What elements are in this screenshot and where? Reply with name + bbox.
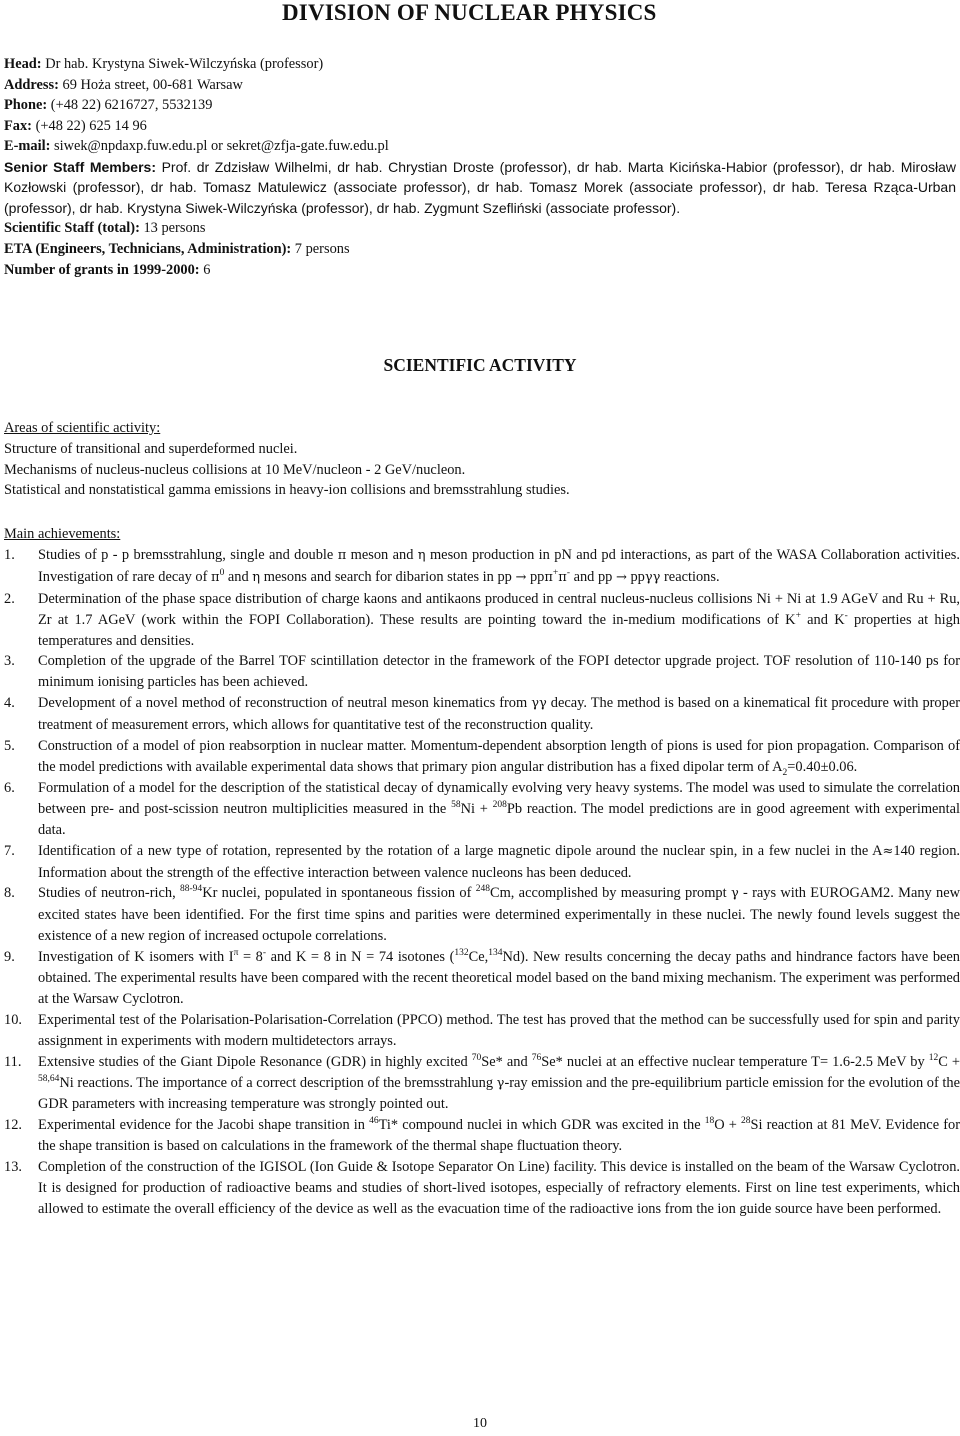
item-number: 8.: [4, 885, 15, 902]
item-number: 7.: [4, 842, 15, 859]
achievements-heading: Main achievements:: [4, 526, 121, 542]
fax-label: Fax:: [4, 117, 32, 134]
item-number: 10.: [4, 1011, 22, 1028]
division-title: DIVISION OF NUCLEAR PHYSICS: [282, 0, 657, 25]
item-number: 11.: [4, 1053, 22, 1070]
senior-staff-label: Senior Staff Members:: [4, 158, 156, 175]
senior-staff-paragraph: [4, 157, 956, 219]
achievement-item-2: 2. Determination of the phase space distribution of charge kaons and antikaons produced in central nucleus-nucleus collisions Ni + Ni at 1.9 AGeV and Ru + Ru, Zr at 1.7 AGeV (work within the FOPI Collaboration). These results are pointing toward the in-medium modifications of K+ and K- properties at high temperatures and densities.: [4, 590, 960, 649]
address-label: Address:: [4, 76, 59, 93]
address-value: 69 Hoża street, 00-681 Warsaw: [62, 76, 243, 93]
area-item: Structure of transitional and superdeformed nuclei.: [4, 440, 298, 457]
head-line: [4, 54, 956, 75]
area-item: Statistical and nonstatistical gamma emissions in heavy-ion collisions and bremsstrahlung studies.: [4, 482, 570, 499]
area-item: Mechanisms of nucleus-nucleus collisions at 10 MeV/nucleon - 2 GeV/nucleon.: [4, 461, 466, 478]
achievement-item-11: 11. Extensive studies of the Giant Dipole Resonance (GDR) in highly excited $^{70}$Se* and $^{76}$Se* nuclei at an effective nuclear temperature T= 1.6-2.5 MeV by $^{12}$C + $^{58,64}$Ni reactions. The importance of a correct description of the bremsstrahlung γ-ray emission and the pre-equilibrium particle emission for the evolution of the GDR parameters with increasing temperature was strongly pointed out.: [4, 1052, 960, 1113]
fax-line: [4, 116, 956, 137]
head-label: Head:: [4, 56, 42, 72]
phone-line: [4, 95, 956, 116]
grants-label: Number of grants in 1999-2000:: [4, 261, 200, 278]
fax-value: (+48 22) 625 14 96: [35, 117, 147, 134]
achievement-item-5: 5. Construction of a model of pion reabsorption in nuclear matter. Momentum-dependent absorption length of pions is used for pion propagation. Comparison of the model predictions with available experimental data shows that primary pion angular distribution has a fixed dipolar term of $A_2=0.40\pm 0.06$.: [4, 738, 960, 778]
item-number: 6.: [4, 779, 15, 796]
item-number: 2.: [4, 590, 15, 607]
grants-line: [4, 260, 956, 281]
item-number: 12.: [4, 1117, 22, 1134]
email-line: [4, 136, 956, 157]
achievement-item-6: 6. Formulation of a model for the description of the statistical decay of dynamically evolving very heavy systems. The model was used to simulate the correlation between pre- and post-scission neutron multiplicities measured in the $^{58}$Ni + $^{208}$Pb reaction. The model predictions are in good agreement with experimental data.: [4, 779, 960, 838]
senior-staff-value: Prof. dr Zdzisław Wilhelmi, dr hab. Chrystian Droste (professor), dr hab. Marta Kicińska-Habior (professor), dr hab. Mirosław Kozłowski (professor), dr hab. Tomasz Matulewicz (associate professor), dr hab. Tomasz Morek (associate professor), dr hab. Teresa Rząca-Urban (professor), dr hab. Krystyna Siwek-Wilczyńska (professor), dr hab. Zygmunt Szefliński (associate professor).: [4, 158, 956, 216]
scientific-staff-value: 13 persons: [143, 220, 206, 237]
achievement-item-4: 4. Development of a novel method of reconstruction of neutral meson kinematics from γγ decay. The method is based on a kinematical fit procedure with proper treatment of measurement errors, which allows for quantitative test of the reconstruction quality.: [4, 695, 960, 734]
item-number: 3.: [4, 653, 15, 670]
item-number: 9.: [4, 949, 15, 966]
phone-label: Phone:: [4, 97, 48, 114]
areas-section: [4, 418, 956, 501]
email-value: siwek@npdaxp.fuw.edu.pl or sekret@zfja-gate.fuw.edu.pl: [53, 138, 389, 155]
achievements-section: [4, 524, 960, 1220]
scientific-staff-label: Scientific Staff (total):: [4, 220, 140, 237]
head-value: Dr hab. Krystyna Siwek-Wilczyńska (professor): [45, 56, 324, 72]
address-line: [4, 75, 956, 96]
achievement-item-8: 8. Studies of neutron-rich, $^{88-94}$Kr nuclei, populated in spontaneous fission of $^{248}$Cm, accomplished by measuring prompt γ - rays with EUROGAM2. Many new excited states have been identified. For the first time spins and parities were determined experimentally in these nuclei. The newly found levels suggest the existence of a new region of increased octupole correlations.: [4, 884, 960, 945]
achievement-item-1: 1. Studies of p - p bremsstrahlung, single and double π meson and η meson production in pN and pd interactions, as part of the WASA Collaboration activities. Investigation of rare decay of $\pi^0$ and η mesons and search for dibarion states in pp → ppπ+π- and pp → ppγγ reactions.: [4, 546, 960, 585]
eta-line: [4, 239, 956, 260]
phone-value: (+48 22) 6216727, 5532139: [50, 97, 213, 114]
item-number: 1.: [4, 546, 15, 563]
achievement-item-9: 9. Investigation of K isomers with $I^\pi = 8^-$ and K = 8 in N = 74 isotones ($^{132}$Ce,$^{134}$Nd). New results concerning the decay paths and hindrance factors have been obtained. The experimental results have been compared with the recent theoretical model based on the band mixing mechanism. The experiment was performed at the Warsaw Cyclotron.: [4, 948, 960, 1007]
achievement-item-13: 13. Completion of the construction of the IGISOL (Ion Guide & Isotope Separator On Line) facility. This device is installed on the beam of the Warsaw Cyclotron. It is designed for production of radioactive beams and studies of short-lived isotopes, especially of refractory elements. First on line test experiments, which allowed to estimate the overall efficiency of the device as well as the evacuation time of the radioactive ions from the ion guide source have been performed.: [4, 1159, 960, 1217]
achievement-item-3: 3. Completion of the upgrade of the Barrel TOF scintillation detector in the framework of the FOPI detector upgrade project. TOF resolution of 110-140 ps for minimum ionising particles has been achieved.: [4, 653, 960, 691]
item-number: 4.: [4, 695, 15, 712]
item-number: 13.: [4, 1159, 22, 1176]
item-number: 5.: [4, 738, 15, 755]
page-number: 10: [473, 1416, 487, 1431]
achievement-item-12: 12. Experimental evidence for the Jacobi shape transition in $^{46}$Ti* compound nuclei in which GDR was excited in the $^{18}$O + $^{28}$Si reaction at 81 MeV. Evidence for the shape transition is based on calculations in the framework of the thermal shape fluctuation theory.: [4, 1116, 960, 1155]
scientific-staff-line: [4, 218, 956, 239]
grants-value: 6: [203, 261, 211, 278]
eta-value: 7 persons: [294, 241, 350, 258]
division-header: [4, 54, 956, 280]
areas-heading: Areas of scientific activity:: [4, 420, 161, 436]
achievement-item-10: 10. Experimental test of the Polarisation-Polarisation-Correlation (PPCO) method. The test has proved that the method can be successfully used for spin and parity assignment in experiments with modern multidetectors arrays.: [4, 1011, 960, 1049]
section-title: SCIENTIFIC ACTIVITY: [383, 355, 577, 375]
achievement-item-7: 7. Identification of a new type of rotation, represented by the rotation of a large magnetic dipole around the nuclear spin, in a few nuclei in the A≈140 region. Information about the strength of the effective interaction between valence nucleons has been deduced.: [4, 842, 960, 881]
eta-label: ETA (Engineers, Technicians, Administration):: [4, 241, 292, 258]
email-label: E-mail:: [4, 138, 51, 155]
